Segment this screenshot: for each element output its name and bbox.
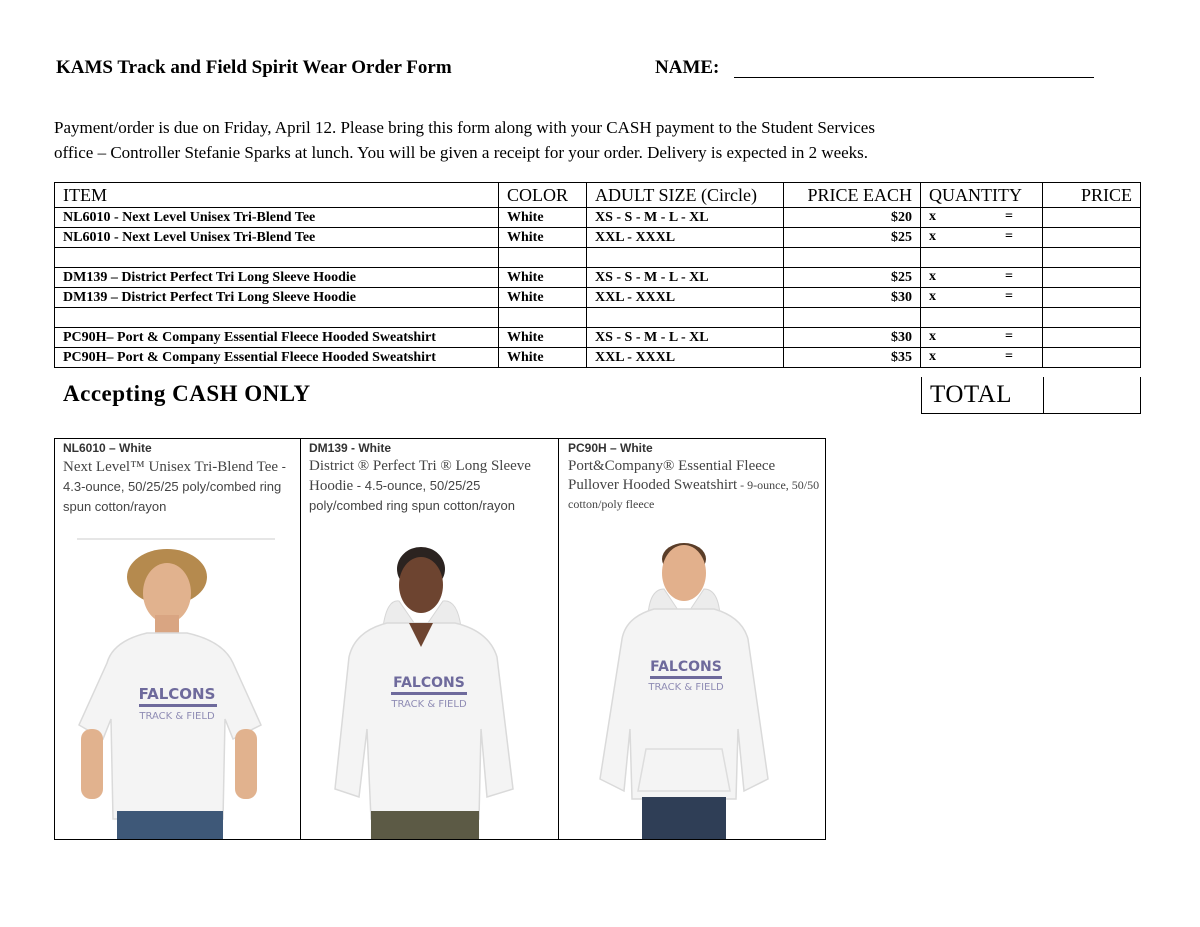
product-panel-tee [55,439,301,839]
name-label: NAME: [655,57,720,78]
order-table [54,182,1141,368]
table-row [55,288,1141,308]
price-cell[interactable] [1043,268,1141,288]
price-each-cell: $35 [784,348,921,368]
table-row [55,208,1141,228]
product-name: Next Level™ Unisex Tri-Blend Tee [63,459,279,475]
product-panel-hoodie-tee [301,439,559,839]
price-each-cell: $30 [784,328,921,348]
table-row [55,328,1141,348]
price-each-cell: $25 [784,268,921,288]
price-cell[interactable] [1043,348,1141,368]
spacer-row [55,308,1141,328]
form-title: KAMS Track and Field Spirit Wear Order Form [56,57,452,78]
product-spec: - 4.5-ounce, 50/25/25 poly/combed ring spun cotton/rayon [309,478,515,513]
price-cell[interactable] [1043,288,1141,308]
equals-sign: = [1005,289,1013,304]
intro-paragraph [54,115,1064,165]
intro-line-1: Payment/order is due on Friday, April 12. Please bring this form along with your CASH payment to the Student Services [54,118,875,137]
quantity-cell[interactable] [921,228,1043,248]
header-quantity: QUANTITY [921,183,1043,208]
price-cell[interactable] [1043,228,1141,248]
multiply-sign: x [929,269,936,284]
equals-sign: = [1005,269,1013,284]
total-label: TOTAL [930,381,1012,408]
item-cell: PC90H– Port & Company Essential Fleece Hooded Sweatshirt [55,328,499,348]
fleece-hoodie-photo [560,529,825,839]
quantity-cell[interactable] [921,268,1043,288]
price-cell[interactable] [1043,328,1141,348]
product-spec: - 4.3-ounce, 50/25/25 poly/combed ring spun cotton/rayon [63,459,286,514]
product-code: DM139 - White [309,441,392,455]
header-item: ITEM [55,183,499,208]
color-cell: White [499,328,587,348]
graphic-text: FALCONS [138,685,216,703]
name-field-line[interactable] [734,77,1094,78]
product-name: Port&Company® Essential Fleece Pullover Hooded Sweatshirt [568,458,776,493]
item-cell: NL6010 - Next Level Unisex Tri-Blend Tee [55,208,499,228]
price-each-cell: $30 [784,288,921,308]
product-description [568,457,821,514]
size-cell[interactable]: XS - S - M - L - XL [587,208,784,228]
item-cell: PC90H– Port & Company Essential Fleece Hooded Sweatshirt [55,348,499,368]
multiply-sign: x [929,289,936,304]
header-color: COLOR [499,183,587,208]
size-cell[interactable]: XXL - XXXL [587,228,784,248]
product-description [63,457,296,517]
price-cell[interactable] [1043,208,1141,228]
quantity-cell[interactable] [921,328,1043,348]
size-cell[interactable]: XS - S - M - L - XL [587,268,784,288]
size-cell[interactable]: XXL - XXXL [587,348,784,368]
graphic-subtext: TRACK & FIELD [139,711,215,722]
color-cell: White [499,208,587,228]
price-each-cell: $25 [784,228,921,248]
item-cell: DM139 – District Perfect Tri Long Sleeve Hoodie [55,288,499,308]
product-spec: - 9-ounce, 50/50 cotton/poly fleece [568,478,820,511]
table-header-row [55,183,1141,208]
color-cell: White [499,348,587,368]
graphic-text: FALCONS [393,675,465,691]
intro-line-2: office – Controller Stefanie Sparks at lunch. You will be given a receipt for your order. Delivery is expected in 2 weeks. [54,143,869,162]
total-box [921,377,1141,414]
table-row [55,228,1141,248]
equals-sign: = [1005,209,1013,224]
color-cell: White [499,268,587,288]
equals-sign: = [1005,229,1013,244]
multiply-sign: x [929,349,936,364]
product-code: PC90H – White [568,441,653,455]
multiply-sign: x [929,329,936,344]
equals-sign: = [1005,329,1013,344]
product-panel-fleece-hoodie [560,439,825,839]
quantity-cell[interactable] [921,288,1043,308]
spacer-row [55,248,1141,268]
equals-sign: = [1005,349,1013,364]
color-cell: White [499,228,587,248]
hoodie-tee-photo [301,529,558,839]
header-price-each: PRICE EACH [784,183,921,208]
cash-only-note: Accepting CASH ONLY [63,381,311,406]
graphic-text: FALCONS [650,659,722,675]
quantity-cell[interactable] [921,208,1043,228]
table-row [55,268,1141,288]
graphic-subtext: TRACK & FIELD [391,699,467,710]
multiply-sign: x [929,229,936,244]
header-price: PRICE [1043,183,1141,208]
multiply-sign: x [929,209,936,224]
product-description [309,457,554,516]
tee-photo [55,529,300,839]
product-gallery [54,438,826,840]
product-code: NL6010 – White [63,441,152,455]
size-cell[interactable]: XS - S - M - L - XL [587,328,784,348]
graphic-subtext: TRACK & FIELD [648,682,724,693]
size-cell[interactable]: XXL - XXXL [587,288,784,308]
header-size: ADULT SIZE (Circle) [587,183,784,208]
price-each-cell: $20 [784,208,921,228]
item-cell: DM139 – District Perfect Tri Long Sleeve Hoodie [55,268,499,288]
table-row [55,348,1141,368]
quantity-cell[interactable] [921,348,1043,368]
product-name: District ® Perfect Tri ® Long Sleeve Hoodie [309,458,531,494]
item-cell: NL6010 - Next Level Unisex Tri-Blend Tee [55,228,499,248]
color-cell: White [499,288,587,308]
